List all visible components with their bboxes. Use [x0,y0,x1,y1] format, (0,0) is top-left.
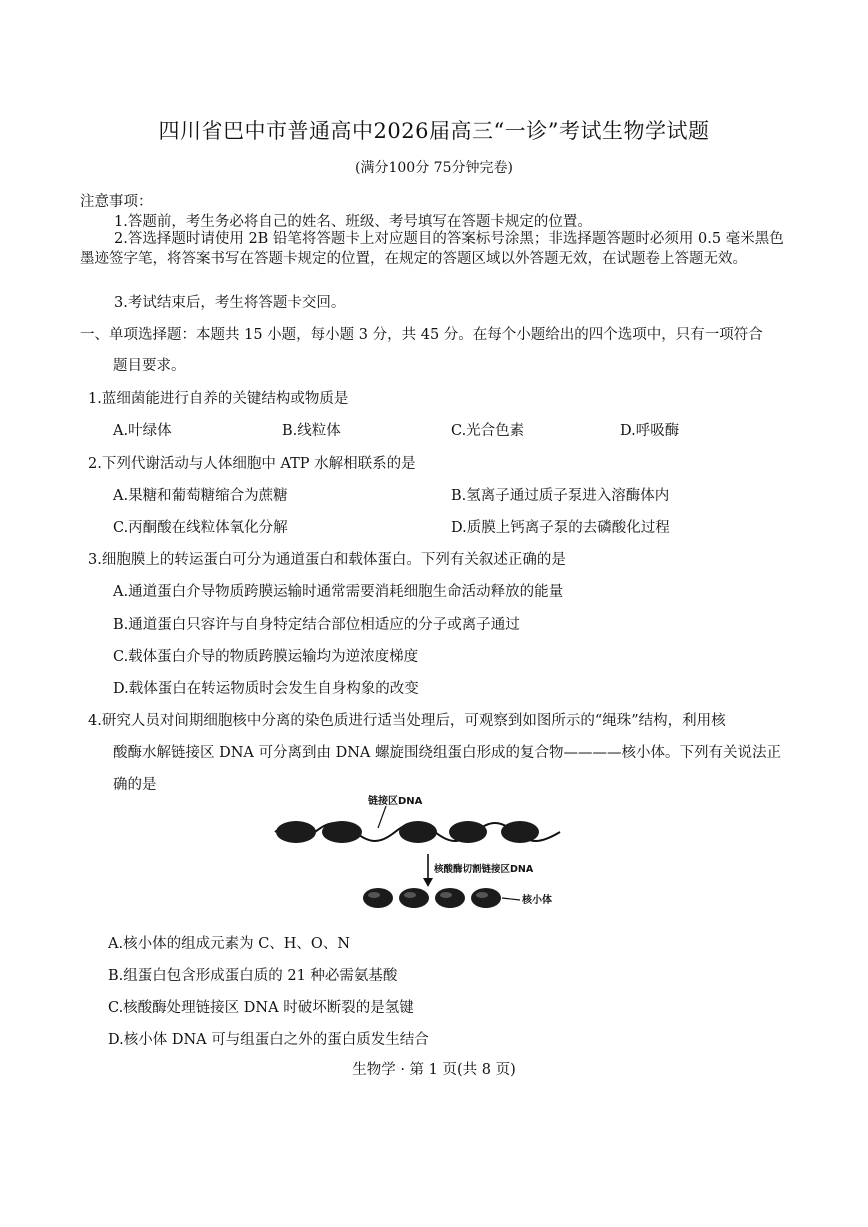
nucleosome-bead [471,888,501,908]
exam-subtitle: (满分100分 75分钟完卷) [355,160,513,176]
option-a: A.通道蛋白介导物质跨膜运输时通常需要消耗细胞生命活动释放的能量 [113,584,564,600]
option-a: A.叶绿体 [113,423,172,439]
question-stem: 4.研究人员对间期细胞核中分离的染色质进行适当处理后，可观察到如图所示的“绳珠”结构，利用核 [88,713,726,729]
label-pointer [502,898,520,900]
notes-heading: 注意事项： [80,194,153,210]
question-stem-cont: 确的是 [113,777,157,793]
nucleosome-row-bottom [363,888,501,908]
nucleosome-bead [399,821,437,843]
nucleosome-bead [449,821,487,843]
option-b: B.线粒体 [282,423,341,439]
label-pointer [378,806,386,828]
arrow-head [423,878,433,887]
option-b: B.通道蛋白只容许与自身特定结合部位相适应的分子或离子通过 [113,617,520,633]
option-d: D.呼吸酶 [620,423,680,439]
option-d: D.核小体 DNA 可与组蛋白之外的蛋白质发生结合 [108,1032,429,1048]
nucleosome-bead [399,888,429,908]
option-c: C.核酸酶处理链接区 DNA 时破坏断裂的是氢键 [108,1000,414,1016]
nucleosome-bead [276,821,316,843]
nucleosome-bead [435,888,465,908]
question-stem: 1.蓝细菌能进行自养的关键结构或物质是 [88,391,349,407]
note-item: 2.答选择题时请使用 2B 铅笔将答题卡上对应题目的答案标号涂黑；非选择题答题时必须用 0.5 毫米黑色墨迹签字笔，将答案书写在答题卡规定的位置，在规定的答题区域以外答题无效，在试题卷上答题无效。 [80,231,784,267]
option-d: D.质膜上钙离子泵的去磷酸化过程 [451,520,670,536]
section-heading: 一、单项选择题：本题共 15 小题，每小题 3 分，共 45 分。在每个小题给出的四个选项中，只有一项符合 [80,327,763,343]
question-stem: 2.下列代谢活动与人体细胞中 ATP 水解相联系的是 [88,456,416,472]
option-c: C.光合色素 [451,423,525,439]
option-b: B.组蛋白包含形成蛋白质的 21 种必需氨基酸 [108,968,398,984]
nucleosome-bead [501,821,539,843]
question-stem-cont: 酸酶水解链接区 DNA 可分离到由 DNA 螺旋围绕组蛋白形成的复合物————核小体。下列有关说法正 [113,745,782,761]
nucleosome-label: 核小体 [522,895,552,906]
nucleosome-bead [363,888,393,908]
note-item: 3.考试结束后，考生将答题卡交回。 [114,295,346,311]
option-a: A.果糖和葡萄糖缩合为蔗糖 [113,488,288,504]
linker-dna-label: 链接区DNA [368,796,423,807]
option-c: C.丙酮酸在线粒体氧化分解 [113,520,288,536]
option-d: D.载体蛋白在转运物质时会发生自身构象的改变 [113,681,419,697]
nucleosome-bead [322,821,362,843]
arrow-label: 核酸酶切割链接区DNA [434,864,534,875]
question-stem: 3.细胞膜上的转运蛋白可分为通道蛋白和载体蛋白。下列有关叙述正确的是 [88,552,566,568]
section-heading-cont: 题目要求。 [113,358,186,374]
note-item: 1.答题前，考生务必将自己的姓名、班级、考号填写在答题卡规定的位置。 [114,214,592,230]
page-footer: 生物学 · 第 1 页(共 8 页) [352,1062,516,1078]
exam-title: 四川省巴中市普通高中2026届高三“一诊”考试生物学试题 [158,119,710,143]
nucleosome-diagram [270,790,570,920]
option-a: A.核小体的组成元素为 C、H、O、N [108,936,351,952]
nucleosome-figure [270,790,570,920]
option-c: C.载体蛋白介导的物质跨膜运输均为逆浓度梯度 [113,649,419,665]
option-b: B.氢离子通过质子泵进入溶酶体内 [451,488,670,504]
